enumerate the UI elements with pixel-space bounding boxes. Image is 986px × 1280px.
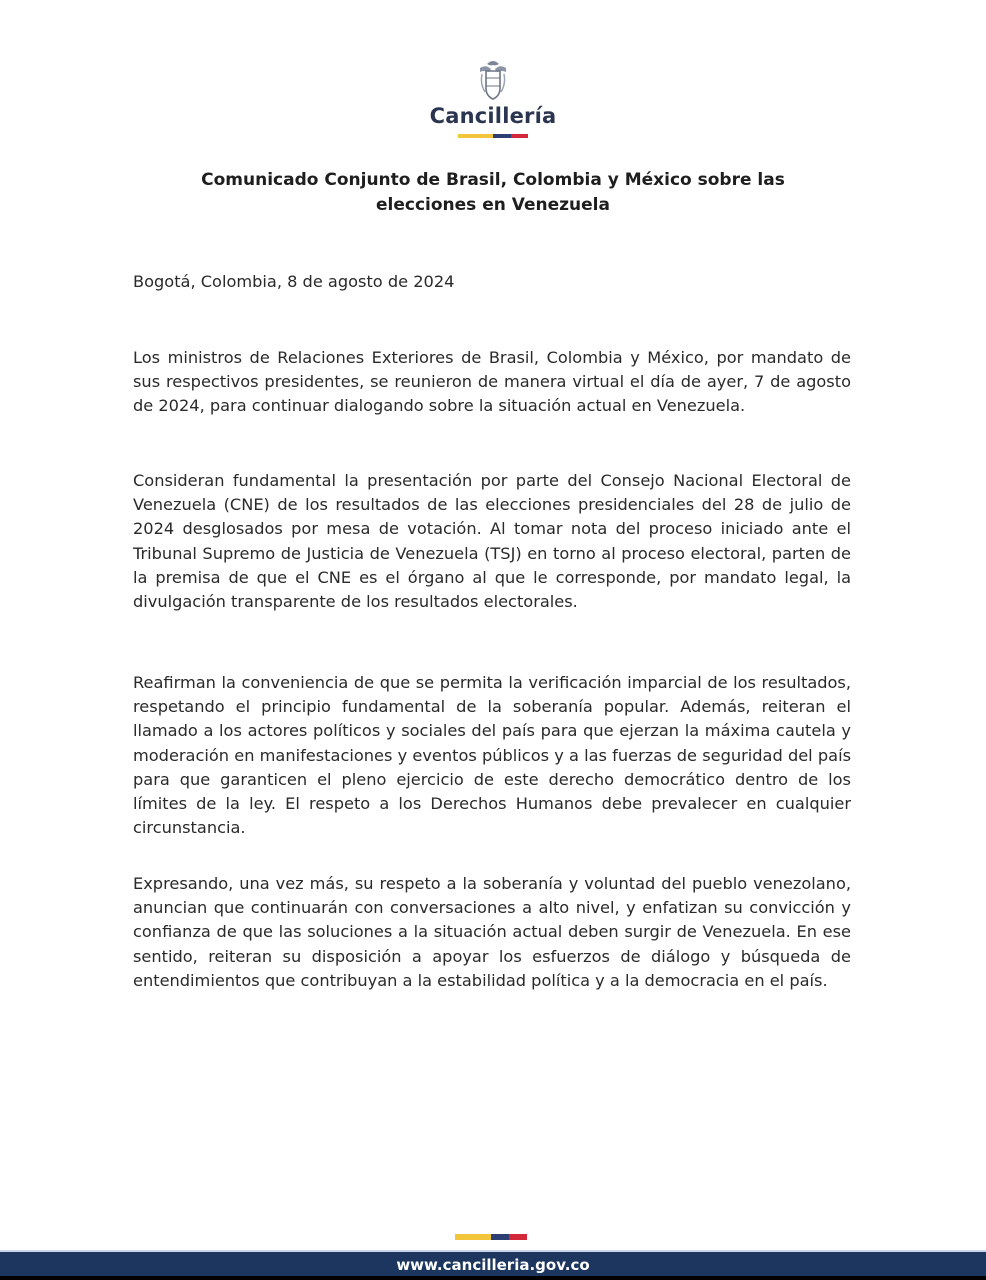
footer-flag-red (509, 1234, 527, 1240)
flag-stripe (458, 134, 528, 138)
footer-flag-blue (491, 1234, 509, 1240)
paragraph-1: Los ministros de Relaciones Exteriores de Brasil, Colombia y México, por mandato de sus respectivos presidentes, se reunieron de manera virtual el día de ayer, 7 de agosto de 2024, para continuar dialogando sobre la situación actual en Venezuela. (133, 348, 851, 416)
footer-url[interactable]: www.cancilleria.gov.co (396, 1256, 590, 1274)
brand-name: Cancillería (429, 104, 557, 128)
document-title: Comunicado Conjunto de Brasil, Colombia y México sobre las elecciones en Venezuela (201, 170, 785, 215)
flag-blue (493, 134, 511, 138)
footer-flag-yellow (455, 1234, 491, 1240)
coat-of-arms-icon (477, 58, 509, 102)
footer-flag-stripe (455, 1234, 527, 1240)
flag-yellow (458, 134, 493, 138)
cancilleria-logo (0, 58, 986, 138)
paragraph-3: Reafirman la conveniencia de que se permita la verificación imparcial de los resultados, respetando el principio fundamental de la soberanía popular. Además, reiteran el llamado a los actores políticos y sociales del país para que ejerzan la máxima cautela y moderación en manifestaciones y eventos públicos y a las fuerzas de seguridad del país para que garanticen el pleno ejercicio de este derecho democrático dentro de los límites de la ley. El respeto a los Derechos Humanos debe prevalecer en cualquier circunstancia. (133, 673, 851, 838)
paragraph-4: Expresando, una vez más, su respeto a la soberanía y voluntad del pueblo venezolano, anuncian que continuarán con conversaciones a alto nivel, y enfatizan su convicción y confianza de que las soluciones a la situación actual deben surgir de Venezuela. En ese sentido, reiteran su disposición a apoyar los esfuerzos de diálogo y búsqueda de entendimientos que contribuyan a la estabilidad política y a la democracia en el país. (133, 874, 851, 990)
flag-red (511, 134, 528, 138)
place-date: Bogotá, Colombia, 8 de agosto de 2024 (133, 272, 455, 291)
footer-bar (0, 1250, 986, 1278)
paragraph-2: Consideran fundamental la presentación por parte del Consejo Nacional Electoral de Venezuela (CNE) de los resultados de las elecciones presidenciales del 28 de julio de 2024 desglosados por mesa de votación. Al tomar nota del proceso iniciado ante el Tribunal Supremo de Justicia de Venezuela (TSJ) en torno al proceso electoral, parten de la premisa de que el CNE es el órgano al que le corresponde, por mandato legal, la divulgación transparente de los resultados electorales. (133, 471, 851, 612)
bottom-edge (0, 1276, 986, 1280)
